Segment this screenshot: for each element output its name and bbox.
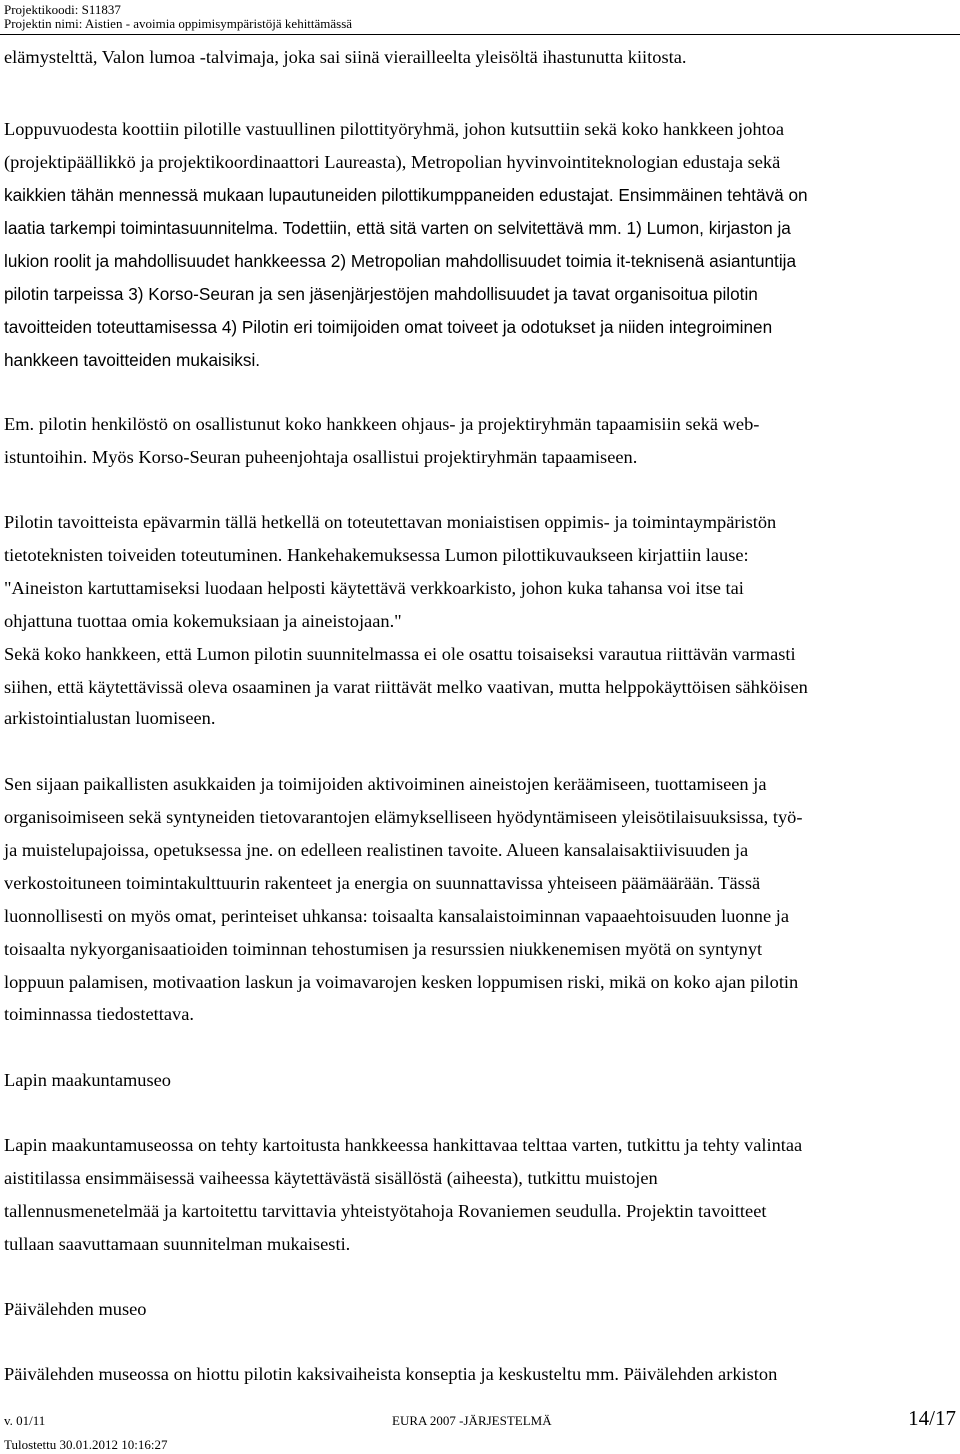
text-line: lukion roolit ja mahdollisuudet hankkeessa 2) Metropolian mahdollisuudet toimia it-teknisenä asiantuntija	[4, 251, 797, 271]
text-line: hankkeen tavoitteiden mukaisiksi.	[4, 350, 261, 370]
text-line: loppuun palamisen, motivaation laskun ja voimavarojen kesken loppumisen riski, mikä on koko ajan pilotin	[4, 972, 799, 992]
text-line: verkostoituneen toimintakulttuurin rakenteet ja energia on suunnattavissa yhteiseen päämäärään. Tässä	[4, 873, 761, 893]
text-line: elämystelttä, Valon lumoa -talvimaja, joka sai siinä vierailleelta yleisöltä ihastunutta kiitosta.	[4, 47, 687, 67]
text-line: laatia tarkempi toimintasuunnitelma. Todettiin, että sitä varten on selvitettävä mm. 1) Lumon, kirjaston ja	[4, 218, 791, 238]
text-line: Sen sijaan paikallisten asukkaiden ja toimijoiden aktivoiminen aineistojen keräämiseen, tuottamiseen ja	[4, 774, 767, 794]
system-label: EURA 2007 -JÄRJESTELMÄ	[392, 1413, 552, 1428]
text-line: organisoimiseen sekä syntyneiden tietovarantojen elämykselliseen hyödyntämiseen yleisötilaisuuksissa, työ-	[4, 807, 803, 827]
version-label: v. 01/11	[4, 1413, 46, 1428]
project-name: Projektin nimi: Aistien - avoimia oppimisympäristöjä kehittämässä	[4, 16, 353, 31]
text-line: Pilotin tavoitteista epävarmin tällä hetkellä on toteutettavan moniaistisen oppimis- ja toimintaympäristön	[4, 512, 777, 532]
text-line: toiminnassa tiedostettava.	[4, 1004, 194, 1024]
text-line: Päivälehden museossa on hiottu pilotin kaksivaiheista konseptia ja keskusteltu mm. Päivälehden arkiston	[4, 1364, 778, 1384]
text-line: Lapin maakuntamuseossa on tehty kartoitusta hankkeessa hankittavaa telttaa varten, tutkittu ja tehty valintaa	[4, 1135, 803, 1155]
text-line: aistitilassa ensimmäisessä vaiheessa käytettävästä sisällöstä (aiheesta), tutkittu muistojen	[4, 1168, 658, 1188]
text-line: Em. pilotin henkilöstö on osallistunut koko hankkeen ohjaus- ja projektiryhmän tapaamisiin sekä web-	[4, 414, 760, 434]
page-number: 14/17	[908, 1406, 956, 1430]
text-line: (projektipäällikkö ja projektikoordinaattori Laureasta), Metropolian hyvinvointiteknologian edustaja sekä	[4, 152, 781, 172]
text-line: pilotin tarpeissa 3) Korso-Seuran ja sen jäsenjärjestöjen mahdollisuudet ja tavat organisoitua pilotin	[4, 284, 758, 304]
text-line: siihen, että käytettävissä oleva osaaminen ja varat riittävät melko vaativan, mutta helppokäyttöisen sähköisen	[4, 677, 808, 697]
text-line: luonnollisesti on myös omat, perinteiset uhkansa: toisaalta kansalaistoiminnan vapaaehtoisuuden luonne ja	[4, 906, 790, 926]
text-line: tietoteknisten toiveiden toteutuminen. Hankehakemuksessa Lumon pilottikuvaukseen kirjattiin lause:	[4, 545, 749, 565]
text-line: Sekä koko hankkeen, että Lumon pilotin suunnitelmassa ei ole osattu toisaiseksi varautua riittävän varmasti	[4, 644, 796, 664]
text-line: ohjattuna tuottaa omia kokemuksiaan ja aineistojaan."	[4, 611, 402, 631]
section-heading: Päivälehden museo	[4, 1299, 147, 1319]
text-line: istuntoihin. Myös Korso-Seuran puheenjohtaja osallistui projektiryhmän tapaamiseen.	[4, 447, 638, 467]
text-line: tullaan saavuttamaan suunnitelman mukaisesti.	[4, 1234, 351, 1254]
text-line: "Aineiston kartuttamiseksi luodaan helposti käytettävä verkkoarkisto, johon kuka tahansa voi itse tai	[4, 578, 744, 598]
header-divider	[0, 34, 960, 35]
text-line: arkistointialustan luomiseen.	[4, 708, 216, 728]
text-line: tallennusmenetelmää ja kartoitettu tarvittavia yhteistyötahoja Rovaniemen seudulla. Projektin tavoitteet	[4, 1201, 767, 1221]
text-line: tavoitteiden toteuttamisessa 4) Pilotin eri toimijoiden omat toiveet ja odotukset ja niiden integroiminen	[4, 317, 773, 337]
section-heading: Lapin maakuntamuseo	[4, 1070, 171, 1090]
text-line: ja muistelupajoissa, opetuksessa jne. on edelleen realistinen tavoite. Alueen kansalaisaktiivisuuden ja	[4, 840, 749, 860]
text-line: kaikkien tähän mennessä mukaan lupautuneiden pilottikumppaneiden edustajat. Ensimmäinen tehtävä on	[4, 185, 808, 205]
project-code: Projektikoodi: S11837	[4, 2, 121, 17]
text-line: toisaalta nykyorganisaatioiden toiminnan tehostumisen ja resurssien niukkenemisen myötä on syntynyt	[4, 939, 763, 959]
text-line: Loppuvuodesta koottiin pilotille vastuullinen pilottityöryhmä, johon kutsuttiin sekä koko hankkeen johtoa	[4, 119, 784, 139]
printed-timestamp: Tulostettu 30.01.2012 10:16:27	[4, 1437, 168, 1452]
